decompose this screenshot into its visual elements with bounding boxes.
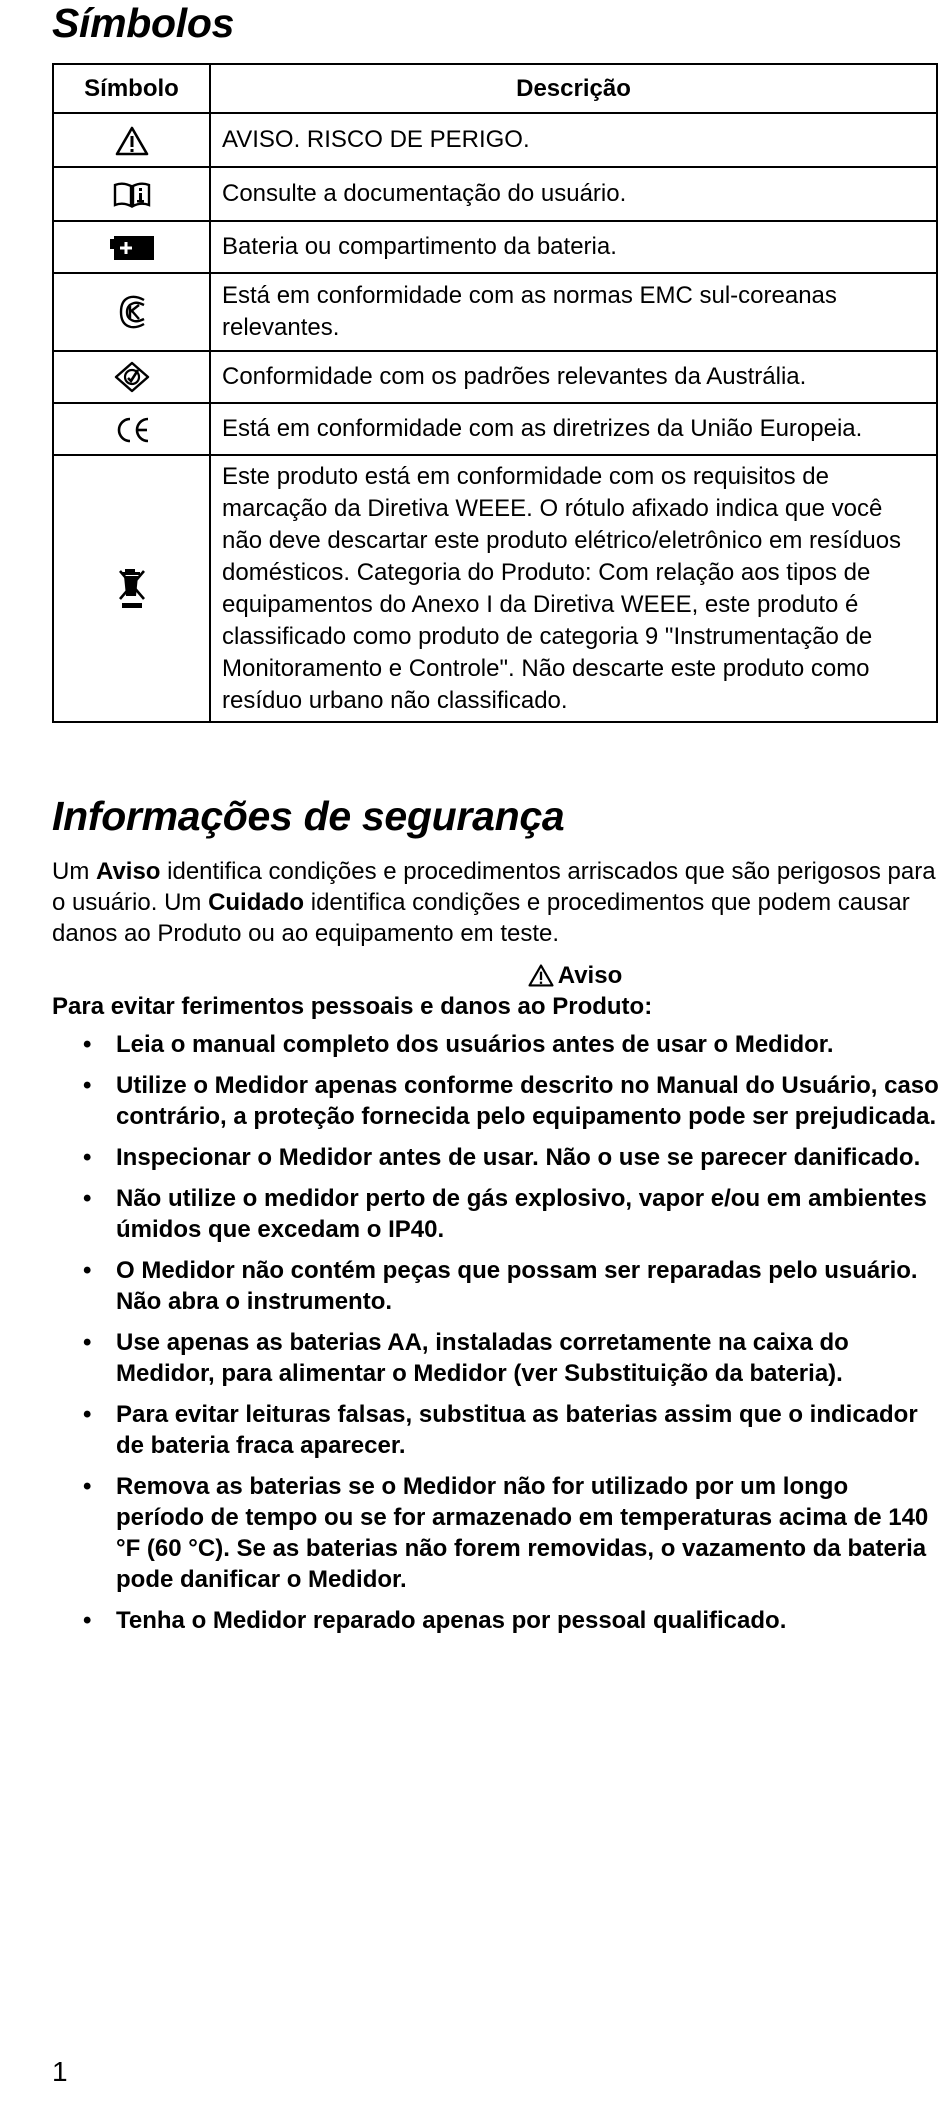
warning-heading-label: Aviso <box>557 962 623 989</box>
kc-mark-icon <box>117 294 147 330</box>
intro-text: Um <box>52 858 96 885</box>
symbol-description: Está em conformidade com as diretrizes da União Europeia. <box>210 403 937 455</box>
bullet-marker: • <box>83 1401 92 1428</box>
table-row <box>53 455 937 722</box>
list-item-text: Inspecionar o Medidor antes de usar. Não o use se parecer danificado. <box>116 1144 921 1171</box>
bullet-marker: • <box>83 1072 92 1099</box>
bullet-marker: • <box>83 1185 92 1212</box>
intro-aviso-term: Aviso <box>96 858 161 885</box>
table-row <box>53 351 937 403</box>
bullet-marker: • <box>83 1473 92 1500</box>
safety-intro-paragraph <box>52 856 942 949</box>
intro-text: identifica condições e procedimentos arriscados que são perigosos para o usuário. Um <box>52 858 936 916</box>
rcm-mark-icon <box>114 361 150 393</box>
list-item-text: Utilize o Medidor apenas conforme descrito no Manual do Usuário, caso contrário, a proteção fornecida pelo equipamento pode ser prejudicada. <box>116 1072 939 1130</box>
intro-text: identifica condições e procedimentos que podem causar danos ao Produto ou ao equipamento em teste. <box>52 889 910 947</box>
page-number: 1 <box>52 2056 68 2087</box>
table-header-row <box>53 64 937 113</box>
symbol-description: Está em conformidade com as normas EMC sul-coreanas relevantes. <box>210 273 937 351</box>
table-row <box>53 113 937 167</box>
list-item <box>52 1327 942 1389</box>
warning-triangle-icon <box>115 126 149 156</box>
symbol-description: Conformidade com os padrões relevantes da Austrália. <box>210 351 937 403</box>
symbol-description: AVISO. RISCO DE PERIGO. <box>210 113 937 167</box>
list-item <box>52 1471 942 1595</box>
symbol-description: Consulte a documentação do usuário. <box>210 167 937 221</box>
symbol-description: Este produto está em conformidade com os requisitos de marcação da Diretiva WEEE. O rótulo afixado indica que você não deve descartar este produto elétrico/eletrônico em resíduos domésticos. Categoria do Produto: Com relação aos tipos de equipamentos do Anexo I da Diretiva WEEE, este produto é classificado como produto de categoria 9 "Instrumentação de Monitoramento e Controle". Não descarte este produto como resíduo urbano não classificado. <box>210 455 937 722</box>
bullet-marker: • <box>83 1607 92 1634</box>
list-item <box>52 1255 942 1317</box>
list-item <box>52 1070 942 1132</box>
list-item <box>52 1142 942 1173</box>
bullet-marker: • <box>83 1329 92 1356</box>
bullet-marker: • <box>83 1031 92 1058</box>
table-row <box>53 403 937 455</box>
bullet-marker: • <box>83 1257 92 1284</box>
list-item-text: O Medidor não contém peças que possam ser reparadas pelo usuário. Não abra o instrumento. <box>116 1257 918 1315</box>
header-symbol: Símbolo <box>53 64 210 113</box>
list-item <box>52 1029 942 1060</box>
list-item-text: Tenha o Medidor reparado apenas por pessoal qualificado. <box>116 1607 787 1634</box>
header-description: Descrição <box>210 64 937 113</box>
safety-bullet-list <box>52 1029 942 1646</box>
list-item <box>52 1399 942 1461</box>
symbol-description: Bateria ou compartimento da bateria. <box>210 221 937 273</box>
warning-heading <box>0 960 950 991</box>
list-item-text: Use apenas as baterias AA, instaladas corretamente na caixa do Medidor, para alimentar o Medidor (ver Substituição da bateria). <box>116 1329 849 1387</box>
manual-info-icon <box>112 181 152 209</box>
weee-bin-icon <box>118 567 146 611</box>
table-row <box>53 167 937 221</box>
warning-triangle-icon <box>528 964 554 987</box>
list-item <box>52 1183 942 1245</box>
warning-lead-text: Para evitar ferimentos pessoais e danos ao Produto: <box>52 993 653 1020</box>
list-item-text: Não utilize o medidor perto de gás explosivo, vapor e/ou em ambientes úmidos que excedam o IP40. <box>116 1185 927 1243</box>
list-item-text: Leia o manual completo dos usuários antes de usar o Medidor. <box>116 1031 834 1058</box>
ce-mark-icon <box>113 416 151 444</box>
battery-icon <box>110 236 154 260</box>
symbols-table <box>52 63 938 723</box>
list-item-text: Para evitar leituras falsas, substitua as baterias assim que o indicador de bateria fraca aparecer. <box>116 1401 918 1459</box>
table-row <box>53 273 937 351</box>
symbols-section-title: Símbolos <box>52 0 235 46</box>
list-item-text: Remova as baterias se o Medidor não for utilizado por um longo período de tempo ou se for armazenado em temperaturas acima de 140 °F (60 °C). Se as baterias não forem removidas, o vazamento da bateria pode danificar o Medidor. <box>116 1473 929 1593</box>
intro-cuidado-term: Cuidado <box>208 889 305 916</box>
table-row <box>53 221 937 273</box>
list-item <box>52 1605 942 1636</box>
safety-section-title: Informações de segurança <box>52 793 565 839</box>
bullet-marker: • <box>83 1144 92 1171</box>
